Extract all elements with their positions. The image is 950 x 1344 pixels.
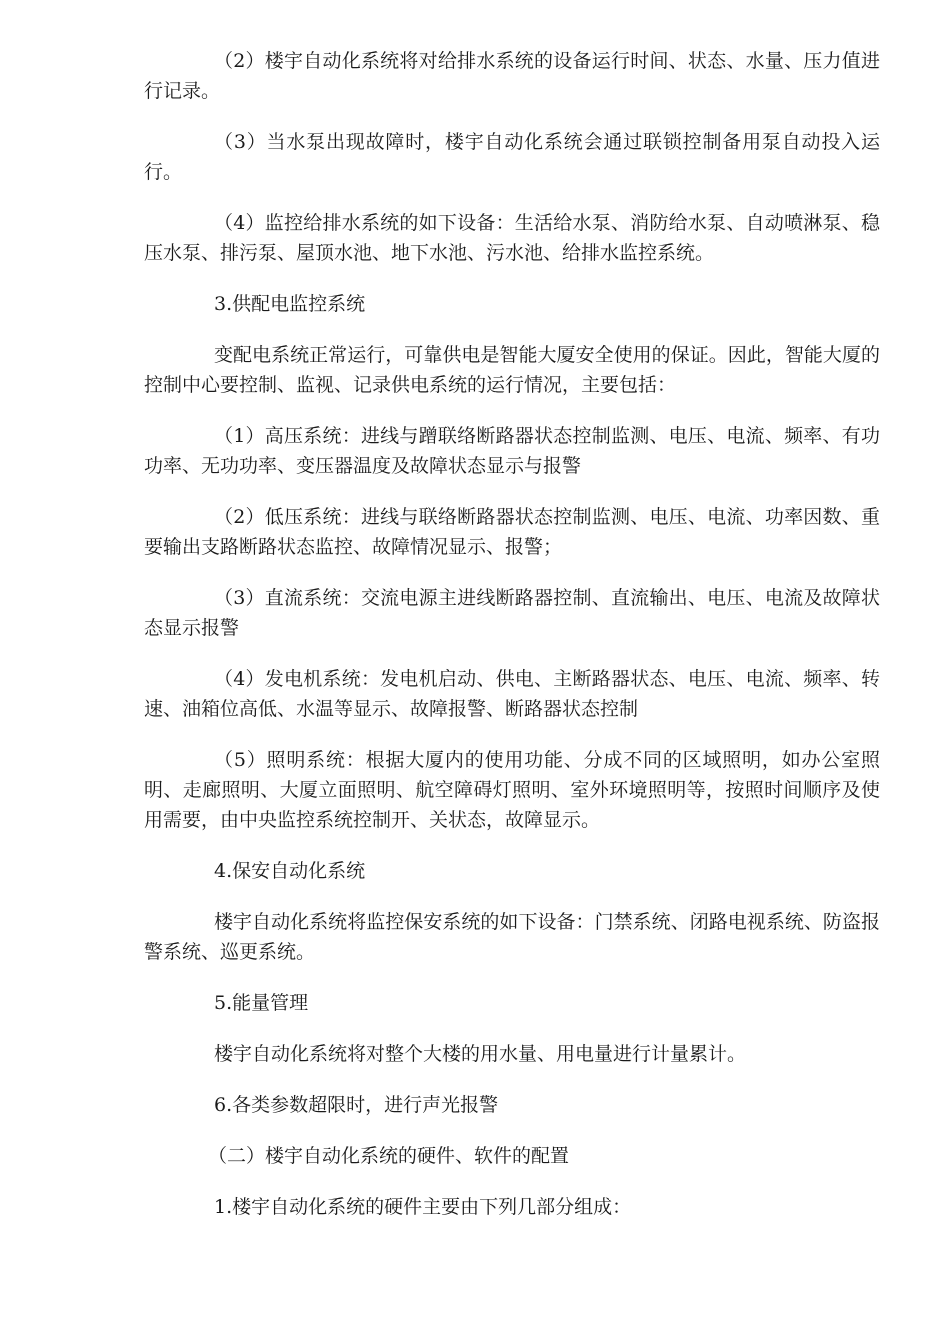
subsection-heading: （二）楼宇自动化系统的硬件、软件的配置	[208, 1145, 570, 1167]
paragraph: 楼宇自动化系统将监控保安系统的如下设备：门禁系统、闭路电视系统、防盗报警系统、巡更系统。	[144, 911, 880, 963]
paragraph: （5）照明系统：根据大厦内的使用功能、分成不同的区域照明，如办公室照明、走廊照明、大厦立面照明、航空障碍灯照明、室外环境照明等，按照时间顺序及使用需要，由中央监控系统控制开、关状态，故障显示。	[144, 749, 880, 831]
paragraph: （1）高压系统：进线与蹭联络断路器状态控制监测、电压、电流、频率、有功功率、无功功率、变压器温度及故障状态显示与报警	[144, 425, 880, 477]
paragraph: 变配电系统正常运行，可靠供电是智能大厦安全使用的保证。因此，智能大厦的控制中心要控制、监视、记录供电系统的运行情况，主要包括：	[144, 344, 880, 396]
document-page	[144, 46, 880, 1243]
paragraph: （2）楼宇自动化系统将对给排水系统的设备运行时间、状态、水量、压力值进行记录。	[144, 50, 880, 102]
section-heading: 5.能量管理	[214, 992, 309, 1014]
section-heading: 6.各类参数超限时，进行声光报警	[214, 1094, 499, 1116]
section-heading: 4.保安自动化系统	[214, 860, 366, 882]
paragraph: 楼宇自动化系统将对整个大楼的用水量、用电量进行计量累计。	[214, 1043, 747, 1065]
section-heading: 3.供配电监控系统	[214, 293, 366, 315]
paragraph: （3）当水泵出现故障时，楼宇自动化系统会通过联锁控制备用泵自动投入运行。	[144, 131, 880, 183]
paragraph: （4）发电机系统：发电机启动、供电、主断路器状态、电压、电流、频率、转速、油箱位高低、水温等显示、故障报警、断路器状态控制	[144, 668, 880, 720]
paragraph: （3）直流系统：交流电源主进线断路器控制、直流输出、电压、电流及故障状态显示报警	[144, 587, 880, 639]
paragraph: （4）监控给排水系统的如下设备：生活给水泵、消防给水泵、自动喷淋泵、稳压水泵、排污泵、屋顶水池、地下水池、污水池、给排水监控系统。	[144, 212, 880, 264]
section-heading: 1.楼宇自动化系统的硬件主要由下列几部分组成：	[214, 1196, 632, 1218]
paragraph: （2）低压系统：进线与联络断路器状态控制监测、电压、电流、功率因数、重要输出支路断路状态监控、故障情况显示、报警；	[144, 506, 880, 558]
